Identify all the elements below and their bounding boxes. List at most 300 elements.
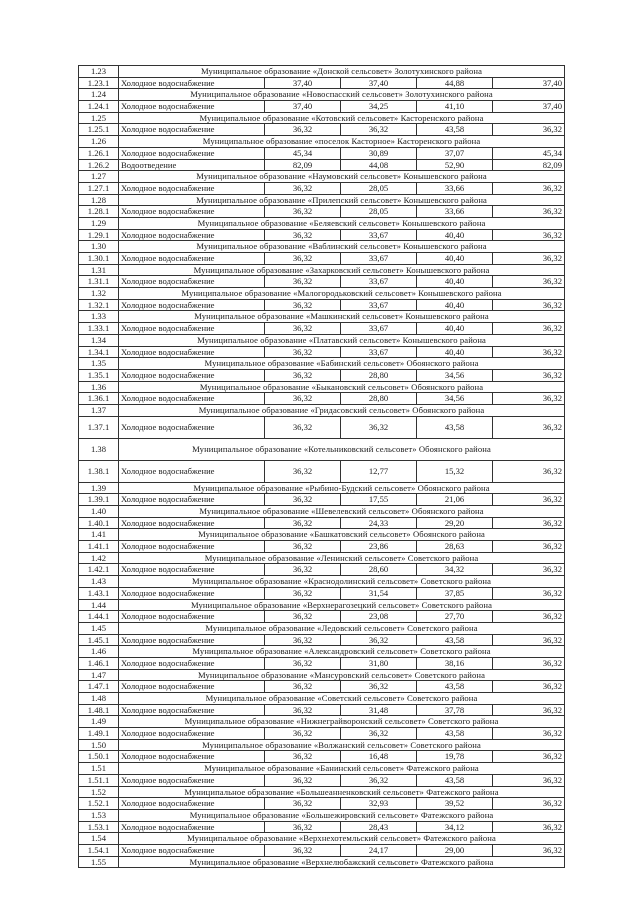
tariff-value: 39,52 <box>417 798 493 810</box>
row-number: 1.40.1 <box>79 517 119 529</box>
service-name: Холодное водоснабжение <box>119 751 265 763</box>
tariff-value: 36,32 <box>341 416 417 438</box>
municipality-header-row <box>79 358 565 370</box>
tariff-row <box>79 774 565 786</box>
municipality-header-row <box>79 112 565 124</box>
row-number: 1.40 <box>79 506 119 518</box>
row-number: 1.54.1 <box>79 844 119 856</box>
tariff-value: 36,32 <box>493 704 565 716</box>
tariff-value: 36,32 <box>265 541 341 553</box>
row-number: 1.43.1 <box>79 587 119 599</box>
row-number: 1.38.1 <box>79 460 119 482</box>
service-name: Водоотведение <box>119 159 265 171</box>
service-name: Холодное водоснабжение <box>119 77 265 89</box>
tariff-row <box>79 587 565 599</box>
tariff-value: 33,67 <box>341 323 417 335</box>
tariff-row <box>79 147 565 159</box>
tariff-value: 36,32 <box>493 751 565 763</box>
municipality-header-row <box>79 739 565 751</box>
tariff-value: 28,60 <box>341 564 417 576</box>
municipality-header-row <box>79 288 565 300</box>
tariff-row <box>79 844 565 856</box>
tariff-value: 36,32 <box>493 564 565 576</box>
tariff-row <box>79 634 565 646</box>
tariff-table-body <box>79 66 565 868</box>
tariff-value: 23,86 <box>341 541 417 553</box>
tariff-value: 43,58 <box>417 728 493 740</box>
municipality-header-row <box>79 833 565 845</box>
service-name: Холодное водоснабжение <box>119 276 265 288</box>
row-number: 1.45.1 <box>79 634 119 646</box>
row-number: 1.52.1 <box>79 798 119 810</box>
tariff-value: 36,32 <box>265 704 341 716</box>
row-number: 1.46 <box>79 646 119 658</box>
tariff-row <box>79 393 565 405</box>
row-number: 1.26.2 <box>79 159 119 171</box>
tariff-value: 37,40 <box>265 101 341 113</box>
service-name: Холодное водоснабжение <box>119 681 265 693</box>
row-number: 1.24 <box>79 89 119 101</box>
municipality-title: Муниципальное образование «Наумовский сельсовет» Конышевского района <box>119 171 565 183</box>
tariff-value: 36,32 <box>265 124 341 136</box>
municipality-header-row <box>79 763 565 775</box>
row-number: 1.28.1 <box>79 206 119 218</box>
municipality-header-row <box>79 194 565 206</box>
row-number: 1.25 <box>79 112 119 124</box>
tariff-value: 36,32 <box>493 229 565 241</box>
row-number: 1.32 <box>79 288 119 300</box>
tariff-value: 32,93 <box>341 798 417 810</box>
tariff-value: 36,32 <box>341 681 417 693</box>
row-number: 1.44.1 <box>79 611 119 623</box>
service-name: Холодное водоснабжение <box>119 416 265 438</box>
municipality-title: Муниципальное образование «Верхнелюбажский сельсовет» Фатежского района <box>119 856 565 868</box>
row-number: 1.26.1 <box>79 147 119 159</box>
municipality-title: Муниципальное образование «Краснодолинский сельсовет» Советского района <box>119 576 565 588</box>
tariff-value: 28,80 <box>341 393 417 405</box>
tariff-row <box>79 704 565 716</box>
municipality-title: Муниципальное образование «Платавский сельсовет» Конышевского района <box>119 334 565 346</box>
row-number: 1.36.1 <box>79 393 119 405</box>
row-number: 1.35 <box>79 358 119 370</box>
tariff-value: 44,88 <box>417 77 493 89</box>
tariff-value: 34,56 <box>417 393 493 405</box>
tariff-row <box>79 416 565 438</box>
tariff-value: 36,32 <box>265 494 341 506</box>
service-name: Холодное водоснабжение <box>119 634 265 646</box>
tariff-value: 40,40 <box>417 299 493 311</box>
service-name: Холодное водоснабжение <box>119 541 265 553</box>
row-number: 1.41 <box>79 529 119 541</box>
service-name: Холодное водоснабжение <box>119 821 265 833</box>
tariff-value: 28,43 <box>341 821 417 833</box>
municipality-title: Муниципальное образование «Бабинский сельсовет» Обоянского района <box>119 358 565 370</box>
row-number: 1.51 <box>79 763 119 775</box>
tariff-value: 82,09 <box>265 159 341 171</box>
tariff-value: 33,67 <box>341 229 417 241</box>
tariff-value: 36,32 <box>265 587 341 599</box>
service-name: Холодное водоснабжение <box>119 299 265 311</box>
tariff-value: 36,32 <box>493 728 565 740</box>
tariff-value: 36,32 <box>493 844 565 856</box>
row-number: 1.38 <box>79 438 119 460</box>
tariff-value: 37,78 <box>417 704 493 716</box>
tariff-value: 37,40 <box>265 77 341 89</box>
tariff-value: 29,20 <box>417 517 493 529</box>
municipality-title: Муниципальное образование «Нижнеграйворонский сельсовет» Советского района <box>119 716 565 728</box>
service-name: Холодное водоснабжение <box>119 704 265 716</box>
municipality-title: Муниципальное образование «поселок Касторное» Касторенского района <box>119 136 565 148</box>
row-number: 1.47.1 <box>79 681 119 693</box>
tariff-value: 36,32 <box>265 774 341 786</box>
tariff-value: 37,40 <box>341 77 417 89</box>
tariff-value: 28,80 <box>341 369 417 381</box>
row-number: 1.29 <box>79 217 119 229</box>
service-name: Холодное водоснабжение <box>119 728 265 740</box>
tariff-value: 37,40 <box>493 77 565 89</box>
tariff-value: 36,32 <box>265 206 341 218</box>
tariff-row <box>79 77 565 89</box>
municipality-title: Муниципальное образование «Александровский сельсовет» Советского района <box>119 646 565 658</box>
tariff-row <box>79 101 565 113</box>
service-name: Холодное водоснабжение <box>119 147 265 159</box>
row-number: 1.24.1 <box>79 101 119 113</box>
municipality-header-row <box>79 809 565 821</box>
service-name: Холодное водоснабжение <box>119 774 265 786</box>
tariff-value: 36,32 <box>265 182 341 194</box>
tariff-value: 36,32 <box>493 346 565 358</box>
municipality-header-row <box>79 856 565 868</box>
municipality-header-row <box>79 171 565 183</box>
row-number: 1.50.1 <box>79 751 119 763</box>
tariff-value: 36,32 <box>493 416 565 438</box>
municipality-title: Муниципальное образование «Советский сельсовет» Советского района <box>119 693 565 705</box>
tariff-value: 43,58 <box>417 124 493 136</box>
tariff-value: 38,16 <box>417 657 493 669</box>
tariff-value: 36,32 <box>265 517 341 529</box>
row-number: 1.34 <box>79 334 119 346</box>
tariff-value: 33,67 <box>341 253 417 265</box>
tariff-value: 36,32 <box>341 728 417 740</box>
municipality-header-row <box>79 241 565 253</box>
row-number: 1.29.1 <box>79 229 119 241</box>
municipality-header-row <box>79 264 565 276</box>
tariff-value: 34,32 <box>417 564 493 576</box>
municipality-header-row <box>79 622 565 634</box>
service-name: Холодное водоснабжение <box>119 587 265 599</box>
tariff-value: 43,58 <box>417 774 493 786</box>
row-number: 1.26 <box>79 136 119 148</box>
tariff-value: 12,77 <box>341 460 417 482</box>
tariff-value: 19,78 <box>417 751 493 763</box>
service-name: Холодное водоснабжение <box>119 101 265 113</box>
row-number: 1.43 <box>79 576 119 588</box>
row-number: 1.53.1 <box>79 821 119 833</box>
tariff-value: 36,32 <box>265 681 341 693</box>
tariff-value: 36,32 <box>265 611 341 623</box>
tariff-value: 24,33 <box>341 517 417 529</box>
tariff-row <box>79 541 565 553</box>
service-name: Холодное водоснабжение <box>119 346 265 358</box>
municipality-header-row <box>79 89 565 101</box>
tariff-value: 43,58 <box>417 634 493 646</box>
row-number: 1.31.1 <box>79 276 119 288</box>
municipality-title: Муниципальное образование «Котовский сельсовет» Касторенского района <box>119 112 565 124</box>
tariff-value: 36,32 <box>493 182 565 194</box>
municipality-title: Муниципальное образование «Банинский сельсовет» Фатежского района <box>119 763 565 775</box>
tariff-value: 36,32 <box>265 798 341 810</box>
tariff-value: 36,32 <box>265 751 341 763</box>
tariff-row <box>79 369 565 381</box>
municipality-header-row <box>79 552 565 564</box>
tariff-value: 33,66 <box>417 182 493 194</box>
row-number: 1.36 <box>79 381 119 393</box>
row-number: 1.47 <box>79 669 119 681</box>
tariff-value: 23,08 <box>341 611 417 623</box>
tariff-value: 36,32 <box>493 634 565 646</box>
row-number: 1.42 <box>79 552 119 564</box>
municipality-title: Муниципальное образование «Быкановский сельсовет» Обоянского района <box>119 381 565 393</box>
tariff-value: 30,89 <box>341 147 417 159</box>
municipality-header-row <box>79 529 565 541</box>
tariff-value: 37,07 <box>417 147 493 159</box>
row-number: 1.44 <box>79 599 119 611</box>
tariff-row <box>79 657 565 669</box>
service-name: Холодное водоснабжение <box>119 229 265 241</box>
row-number: 1.30 <box>79 241 119 253</box>
tariff-value: 36,32 <box>265 634 341 646</box>
tariff-value: 36,32 <box>265 460 341 482</box>
municipality-title: Муниципальное образование «Новоспасский сельсовет» Золотухинского района <box>119 89 565 101</box>
tariff-row <box>79 494 565 506</box>
row-number: 1.28 <box>79 194 119 206</box>
tariff-row <box>79 253 565 265</box>
tariff-row <box>79 751 565 763</box>
tariff-value: 28,05 <box>341 182 417 194</box>
tariff-value: 31,80 <box>341 657 417 669</box>
tariff-row <box>79 299 565 311</box>
row-number: 1.55 <box>79 856 119 868</box>
row-number: 1.23 <box>79 66 119 78</box>
row-number: 1.45 <box>79 622 119 634</box>
row-number: 1.39.1 <box>79 494 119 506</box>
tariff-value: 40,40 <box>417 253 493 265</box>
service-name: Холодное водоснабжение <box>119 182 265 194</box>
tariff-row <box>79 517 565 529</box>
tariff-value: 36,32 <box>493 323 565 335</box>
row-number: 1.32.1 <box>79 299 119 311</box>
service-name: Холодное водоснабжение <box>119 564 265 576</box>
tariff-value: 36,32 <box>493 206 565 218</box>
tariff-value: 36,32 <box>493 798 565 810</box>
tariff-row <box>79 564 565 576</box>
tariff-value: 36,32 <box>341 634 417 646</box>
service-name: Холодное водоснабжение <box>119 844 265 856</box>
tariff-value: 21,06 <box>417 494 493 506</box>
row-number: 1.46.1 <box>79 657 119 669</box>
row-number: 1.35.1 <box>79 369 119 381</box>
tariff-value: 17,55 <box>341 494 417 506</box>
municipality-header-row <box>79 438 565 460</box>
municipality-header-row <box>79 506 565 518</box>
tariff-value: 31,54 <box>341 587 417 599</box>
tariff-value: 36,32 <box>265 323 341 335</box>
tariff-row <box>79 229 565 241</box>
row-number: 1.23.1 <box>79 77 119 89</box>
service-name: Холодное водоснабжение <box>119 253 265 265</box>
tariff-value: 82,09 <box>493 159 565 171</box>
municipality-header-row <box>79 646 565 658</box>
tariff-row <box>79 821 565 833</box>
municipality-title: Муниципальное образование «Малогородьковский сельсовет» Конышевского района <box>119 288 565 300</box>
service-name: Холодное водоснабжение <box>119 393 265 405</box>
tariff-value: 36,32 <box>493 276 565 288</box>
tariff-value: 36,32 <box>265 276 341 288</box>
row-number: 1.25.1 <box>79 124 119 136</box>
tariff-value: 36,32 <box>341 774 417 786</box>
municipality-title: Муниципальное образование «Шевелевский сельсовет» Обоянского района <box>119 506 565 518</box>
tariff-row <box>79 728 565 740</box>
tariff-row <box>79 159 565 171</box>
municipality-title: Муниципальное образование «Ледовский сельсовет» Советского района <box>119 622 565 634</box>
tariff-value: 36,32 <box>265 728 341 740</box>
tariff-value: 41,10 <box>417 101 493 113</box>
row-number: 1.37.1 <box>79 416 119 438</box>
municipality-title: Муниципальное образование «Захарковский сельсовет» Конышевского района <box>119 264 565 276</box>
municipality-title: Муниципальное образование «Прилепский сельсовет» Конышевского района <box>119 194 565 206</box>
tariff-row <box>79 206 565 218</box>
service-name: Холодное водоснабжение <box>119 494 265 506</box>
municipality-header-row <box>79 693 565 705</box>
municipality-title: Муниципальное образование «Гридасовский сельсовет» Обоянского района <box>119 404 565 416</box>
tariff-value: 40,40 <box>417 323 493 335</box>
row-number: 1.51.1 <box>79 774 119 786</box>
row-number: 1.42.1 <box>79 564 119 576</box>
municipality-header-row <box>79 381 565 393</box>
tariff-value: 52,90 <box>417 159 493 171</box>
municipality-header-row <box>79 716 565 728</box>
row-number: 1.33 <box>79 311 119 323</box>
municipality-title: Муниципальное образование «Беляевский сельсовет» Конышевского района <box>119 217 565 229</box>
tariff-value: 36,32 <box>493 393 565 405</box>
row-number: 1.31 <box>79 264 119 276</box>
row-number: 1.33.1 <box>79 323 119 335</box>
municipality-header-row <box>79 786 565 798</box>
tariff-value: 36,32 <box>493 541 565 553</box>
service-name: Холодное водоснабжение <box>119 369 265 381</box>
tariff-value: 33,67 <box>341 299 417 311</box>
tariff-value: 37,40 <box>493 101 565 113</box>
row-number: 1.52 <box>79 786 119 798</box>
tariff-value: 40,40 <box>417 276 493 288</box>
tariff-value: 36,32 <box>265 416 341 438</box>
tariff-value: 36,32 <box>341 124 417 136</box>
service-name: Холодное водоснабжение <box>119 657 265 669</box>
municipality-title: Муниципальное образование «Мансуровский сельсовет» Советского района <box>119 669 565 681</box>
tariff-value: 36,32 <box>493 587 565 599</box>
tariff-row <box>79 681 565 693</box>
tariff-value: 36,32 <box>265 657 341 669</box>
tariff-value: 36,32 <box>493 681 565 693</box>
tariff-value: 16,48 <box>341 751 417 763</box>
tariff-value: 36,32 <box>265 844 341 856</box>
municipality-title: Муниципальное образование «Донской сельсовет» Золотухинского района <box>119 66 565 78</box>
tariff-value: 36,32 <box>265 299 341 311</box>
row-number: 1.41.1 <box>79 541 119 553</box>
service-name: Холодное водоснабжение <box>119 798 265 810</box>
tariff-value: 36,32 <box>493 253 565 265</box>
municipality-header-row <box>79 482 565 494</box>
row-number: 1.34.1 <box>79 346 119 358</box>
row-number: 1.48 <box>79 693 119 705</box>
tariff-value: 36,32 <box>493 774 565 786</box>
tariff-row <box>79 182 565 194</box>
tariff-value: 37,85 <box>417 587 493 599</box>
municipality-title: Муниципальное образование «Машкинский сельсовет» Конышевского района <box>119 311 565 323</box>
row-number: 1.27 <box>79 171 119 183</box>
tariff-value: 45,34 <box>265 147 341 159</box>
municipality-header-row <box>79 334 565 346</box>
tariff-value: 45,34 <box>493 147 565 159</box>
service-name: Холодное водоснабжение <box>119 517 265 529</box>
tariff-value: 27,70 <box>417 611 493 623</box>
tariff-value: 29,00 <box>417 844 493 856</box>
tariff-value: 36,32 <box>493 657 565 669</box>
tariff-value: 28,63 <box>417 541 493 553</box>
tariff-value: 36,32 <box>265 346 341 358</box>
tariff-value: 43,58 <box>417 416 493 438</box>
row-number: 1.39 <box>79 482 119 494</box>
row-number: 1.30.1 <box>79 253 119 265</box>
tariff-row <box>79 460 565 482</box>
tariff-value: 36,32 <box>493 299 565 311</box>
municipality-title: Муниципальное образование «Верхнехотемльский сельсовет» Фатежского района <box>119 833 565 845</box>
service-name: Холодное водоснабжение <box>119 124 265 136</box>
row-number: 1.37 <box>79 404 119 416</box>
service-name: Холодное водоснабжение <box>119 611 265 623</box>
tariff-value: 34,25 <box>341 101 417 113</box>
municipality-title: Муниципальное образование «Верхнерагозецкий сельсовет» Советского района <box>119 599 565 611</box>
service-name: Холодное водоснабжение <box>119 460 265 482</box>
municipality-title: Муниципальное образование «Большеанненковский сельсовет» Фатежского района <box>119 786 565 798</box>
tariff-value: 36,32 <box>493 821 565 833</box>
tariff-value: 36,32 <box>493 460 565 482</box>
tariff-table <box>78 65 565 868</box>
row-number: 1.48.1 <box>79 704 119 716</box>
tariff-value: 28,05 <box>341 206 417 218</box>
tariff-row <box>79 276 565 288</box>
tariff-document <box>78 65 564 868</box>
row-number: 1.49 <box>79 716 119 728</box>
municipality-header-row <box>79 66 565 78</box>
service-name: Холодное водоснабжение <box>119 206 265 218</box>
row-number: 1.53 <box>79 809 119 821</box>
municipality-header-row <box>79 576 565 588</box>
municipality-title: Муниципальное образование «Большежировский сельсовет» Фатежского района <box>119 809 565 821</box>
municipality-title: Муниципальное образование «Волжанский сельсовет» Советского района <box>119 739 565 751</box>
municipality-title: Муниципальное образование «Ленинский сельсовет» Советского района <box>119 552 565 564</box>
municipality-header-row <box>79 404 565 416</box>
municipality-header-row <box>79 311 565 323</box>
tariff-value: 36,32 <box>493 494 565 506</box>
municipality-title: Муниципальное образование «Котельниковский сельсовет» Обоянского района <box>119 438 565 460</box>
tariff-value: 34,12 <box>417 821 493 833</box>
tariff-value: 33,67 <box>341 346 417 358</box>
municipality-header-row <box>79 669 565 681</box>
tariff-value: 36,32 <box>493 369 565 381</box>
tariff-value: 40,40 <box>417 346 493 358</box>
tariff-value: 33,66 <box>417 206 493 218</box>
